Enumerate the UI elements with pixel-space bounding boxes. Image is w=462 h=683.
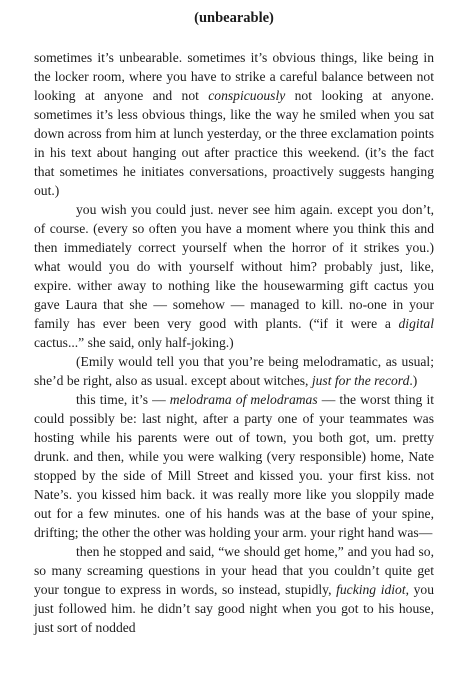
paragraph-text: — the worst thing it could possibly be: last night, after a party one of your teammates was hosting while his parents were out of town, you both got, um. pretty drunk. and then, while you were walking (very responsible) home, Nate stopped by the side of Mill Street and kissed you. your first kiss. not Nate’s. you kissed him back. it was really more like you sloppily made out for a few minutes. one of his hands was at the base of your spine, drifting; the other the other was holding your arm. your right hand was— [34, 392, 434, 540]
paragraph-text: , you just followed him. he didn’t say good night when you got to his house, just sort of nodded [34, 582, 435, 635]
document-page [34, 8, 434, 637]
paragraph-2 [34, 200, 434, 352]
chapter-title: (unbearable) [194, 10, 274, 26]
paragraph-text: sometimes it’s unbearable. sometimes it’s obvious things, like being in the locker room, where you have to strike a careful balance between not looking at anyone and not [34, 50, 434, 103]
paragraph-3 [34, 352, 434, 390]
paragraph-text: you wish you could just. never see him again. except you don’t, of course. (every so often you have a moment where you think this and then immediately correct yourself when the horror of it strikes you.) what would you do with yourself without him? probably just, like, expire. wither away to nothing like the housewarming gift cactus you gave Laura that she — somehow — managed to kill. no-one in your family has ever been very good with plants. (“if it were a [34, 202, 434, 331]
emphasis-text: conspicuously [208, 88, 286, 103]
paragraph-text: cactus...” she said, only half-joking.) [34, 335, 234, 350]
emphasis-text: fucking idiot [336, 582, 406, 597]
emphasis-text: digital [398, 316, 434, 331]
paragraph-text: (Emily would tell you that you’re being melodramatic, as usual; she’d be right, also as usual. except about witches, [34, 354, 434, 388]
paragraph-text: this time, it’s — [76, 392, 170, 407]
paragraph-1 [34, 48, 434, 200]
paragraph-text: then he stopped and said, “we should get home,” and you had so, so many screaming questions in your head that you couldn’t quite get your tongue to express in words, so instead, stupidly, [34, 544, 434, 597]
emphasis-text: just for the record [311, 373, 410, 388]
paragraph-text: not looking at anyone. sometimes it’s less obvious things, like the way he smiled when you sat down across from him at lunch yesterday, or the three exclamation points in his text about hanging out after practice this weekend. (it’s the fact that sometimes he initiates conversations, proactively suggests hanging out.) [34, 88, 434, 198]
paragraph-text: .) [409, 373, 418, 388]
emphasis-text: melodrama of melodramas [169, 392, 318, 407]
paragraph-4 [34, 390, 434, 542]
paragraph-5 [34, 542, 434, 637]
